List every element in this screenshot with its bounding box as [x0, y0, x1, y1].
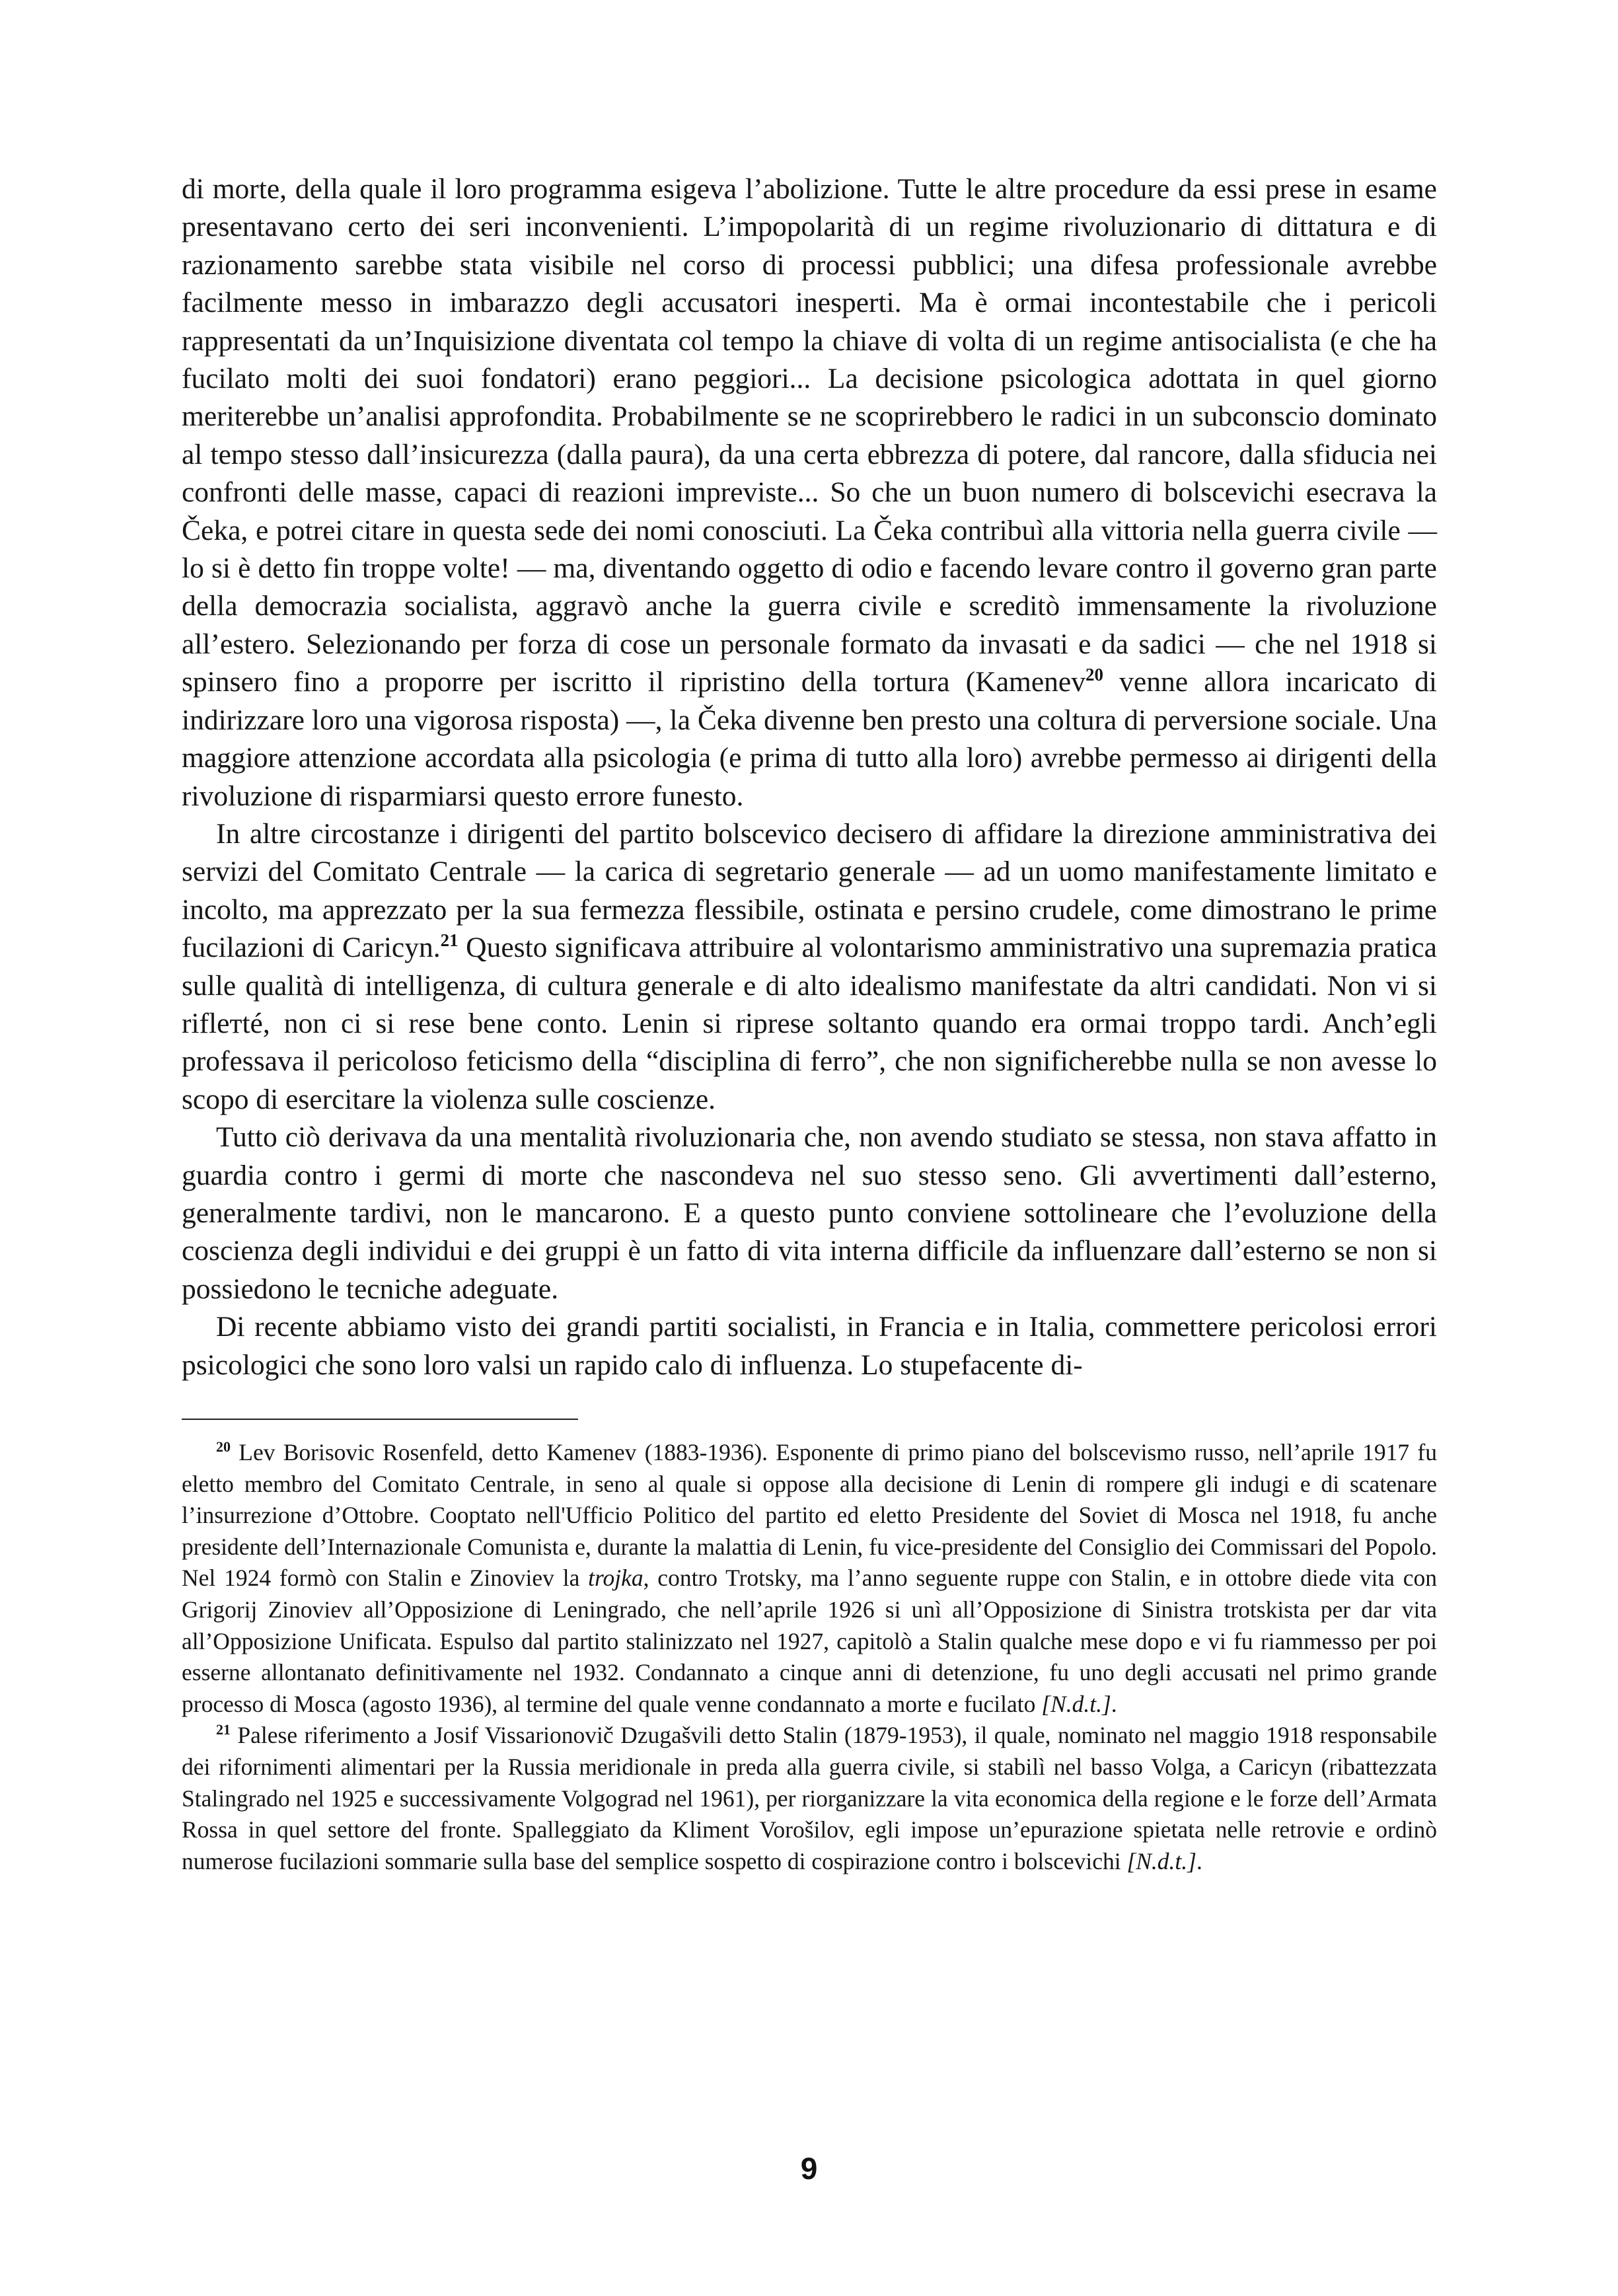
main-text	[182, 170, 1437, 1384]
paragraph-2	[182, 815, 1437, 1119]
footnote-divider	[182, 1419, 578, 1420]
footnote-20-end: .	[1111, 1690, 1117, 1717]
paragraph-3: Tutto ciò derivava da una mentalità rivoluzionaria che, non avendo studiato se stessa, non stava affatto in guardia contro i germi di morte che nascondeva nel suo stesso seno. Gli avvertimenti dall’esterno, generalmente tardivi, non le mancarono. E a questo punto conviene sottolineare che l’evoluzione della coscienza degli individui e dei gruppi è un fatto di vita interna difficile da influenzare dall’esterno se non si possiedono le tecniche adeguate.	[182, 1121, 1437, 1305]
paragraph-2-continuation: Questo significava attribuire al volontarismo amministrativo una supremazia pratica sulle qualità di intelligenza, di cultura generale e di alto idealismo manifestate da altri candidati. Non vi si riflетté, non ci si rese bene conto. Lenin si riprese soltanto quando era ormai troppo tardi. Anch’egli professava il pericoloso feticismo della “disciplina di ferro”, che non significherebbe nulla se non avesse lo scopo di esercitare la violenza sulle coscienze.	[182, 932, 1437, 1115]
footnote-20	[182, 1437, 1437, 1720]
footnote-21-end: .	[1196, 1847, 1202, 1874]
footnote-number-21: 21	[216, 1721, 231, 1738]
footnote-20-italic: trojka	[588, 1565, 644, 1592]
footnote-21	[182, 1720, 1437, 1877]
paragraph-2-text: In altre circostanze i dirigenti del partito bolscevico decisero di affidare la direzione amministrativa dei servizi del Comitato Centrale — la carica di segretario generale — ad un uomo manifestamente limitato e incolto, ma apprezzato per la sua fermezza flessibile, ostinata e persino crudele, come dimostrano le prime fucilazioni di Caricyn.	[182, 817, 1437, 964]
paragraph-1-text: di morte, della quale il loro programma esigeva l’abolizione. Tutte le altre procedure da essi prese in esame presentavano certo dei seri inconvenienti. L’impopolarità di un regime rivoluzionario di dittatura e di razionamento sarebbe stata visibile nel corso di processi pubblici; una difesa professionale avrebbe facilmente messo in imbarazzo degli accusatori inesperti. Ma è ormai incontestabile che i pericoli rappresentati da un’Inquisizione diventata col tempo la chiave di volta di un regime antisocialista (e che ha fucilato molti dei suoi fondatori) erano peggiori... La decisione psicologica adottata in quel giorno meriterebbe un’analisi approfondita. Probabilmente se ne scoprirebbero le radici in un subconscio dominato al tempo stesso dall’insicurezza (dalla paura), da una certa ebbrezza di potere, dal rancore, dalla sfiducia nei confronti delle masse, capaci di reazioni impreviste... So che un buon numero di bolscevichi esecrava la Čeka, e potrei citare in questa sede dei nomi conosciuti. La Čeka contribuì alla vittoria nella guerra civile — lo si è detto fin troppe volte! — ma, diventando oggetto di odio e facendo levare contro il governo gran parte della democrazia socialista, aggravò anche la guerra civile e screditò immensamente la rivoluzione all’estero. Selezionando per forza di cose un personale formato da invasati e da sadici — che nel 1918 si spinsero fino a proporre per iscritto il ripristino della tortura (Kamenev	[182, 173, 1437, 698]
footnote-number-20: 20	[216, 1438, 231, 1455]
paragraph-4: Di recente abbiamo visto dei grandi partiti socialisti, in Francia e in Italia, commettere pericolosi errori psicologici che sono loro valsi un rapido calo di influenza. Lo stupefacente di-	[182, 1311, 1437, 1381]
footnotes	[182, 1437, 1437, 1877]
footnote-ref-21: 21	[440, 930, 459, 950]
paragraph-1-continuation: venne allora incaricato di indirizzare loro una vigorosa risposta) —, la Čeka divenne ben presto una coltura di perversione sociale. Una maggiore attenzione accordata alla psicologia (e prima di tutto alla loro) avrebbe permesso ai dirigenti della rivoluzione di risparmiarsi questo errore funesto.	[182, 666, 1437, 812]
footnote-ref-20: 20	[1085, 665, 1103, 685]
paragraph-1	[182, 170, 1437, 815]
page-content	[182, 170, 1437, 1877]
footnote-21-text: Palese riferimento a Josif Vissarionovič Dzugašvili detto Stalin (1879-1953), il quale, nominato nel maggio 1918 responsabile dei rifornimenti alimentari per la Russia meridionale in preda alla guerra civile, si stabilì nel basso Volga, a Caricyn (ribattezzata Stalingrado nel 1925 e successivamente Volgograd nel 1961), per riorganizzare la vita economica della regione e le forze dell’Armata Rossa in quel settore del fronte. Spalleggiato da Kliment Vorošilov, egli impose un’epurazione spietata nelle retrovie e ordinò numerose fucilazioni sommarie sulla base del semplice sospetto di cospirazione contro i bolscevichi	[182, 1722, 1437, 1874]
footnote-20-text-cont: , contro Trotsky, ma l’anno seguente ruppe con Stalin, e in ottobre diede vita con Grigorij Zinoviev all’Opposizione di Leningrado, che nell’aprile 1926 si unì all’Opposizione di Sinistra trotskista per dar vita all’Opposizione Unificata. Espulso dal partito stalinizzato nel 1927, capitolò a Stalin qualche mese dopo e vi fu riammesso per poi esserne allontanato definitivamente nel 1932. Condannato a cinque anni di detenzione, fu uno degli accusati nel primo grande processo di Mosca (agosto 1936), al termine del quale venne condannato a morte e fucilato	[182, 1565, 1437, 1717]
footnote-20-text: Lev Borisovic Rosenfeld, detto Kamenev (1883-1936). Esponente di primo piano del bolscevismo russo, nell’aprile 1917 fu eletto membro del Comitato Centrale, in seno al quale si oppose alla decisione di Lenin di rompere gli indugi e di scatenare l’insurrezione d’Ottobre. Cooptato nell'Ufficio Politico del partito ed eletto Presidente del Soviet di Mosca nel 1918, fu anche presidente dell’Internazionale Comunista e, durante la malattia di Lenin, fu vice-presidente del Consiglio dei Commissari del Popolo. Nel 1924 formò con Stalin e Zinoviev la	[182, 1439, 1437, 1592]
page-number: 9	[800, 2151, 818, 2186]
footnote-21-ndt: [N.d.t.]	[1126, 1847, 1196, 1874]
footnote-20-ndt: [N.d.t.]	[1041, 1690, 1111, 1717]
